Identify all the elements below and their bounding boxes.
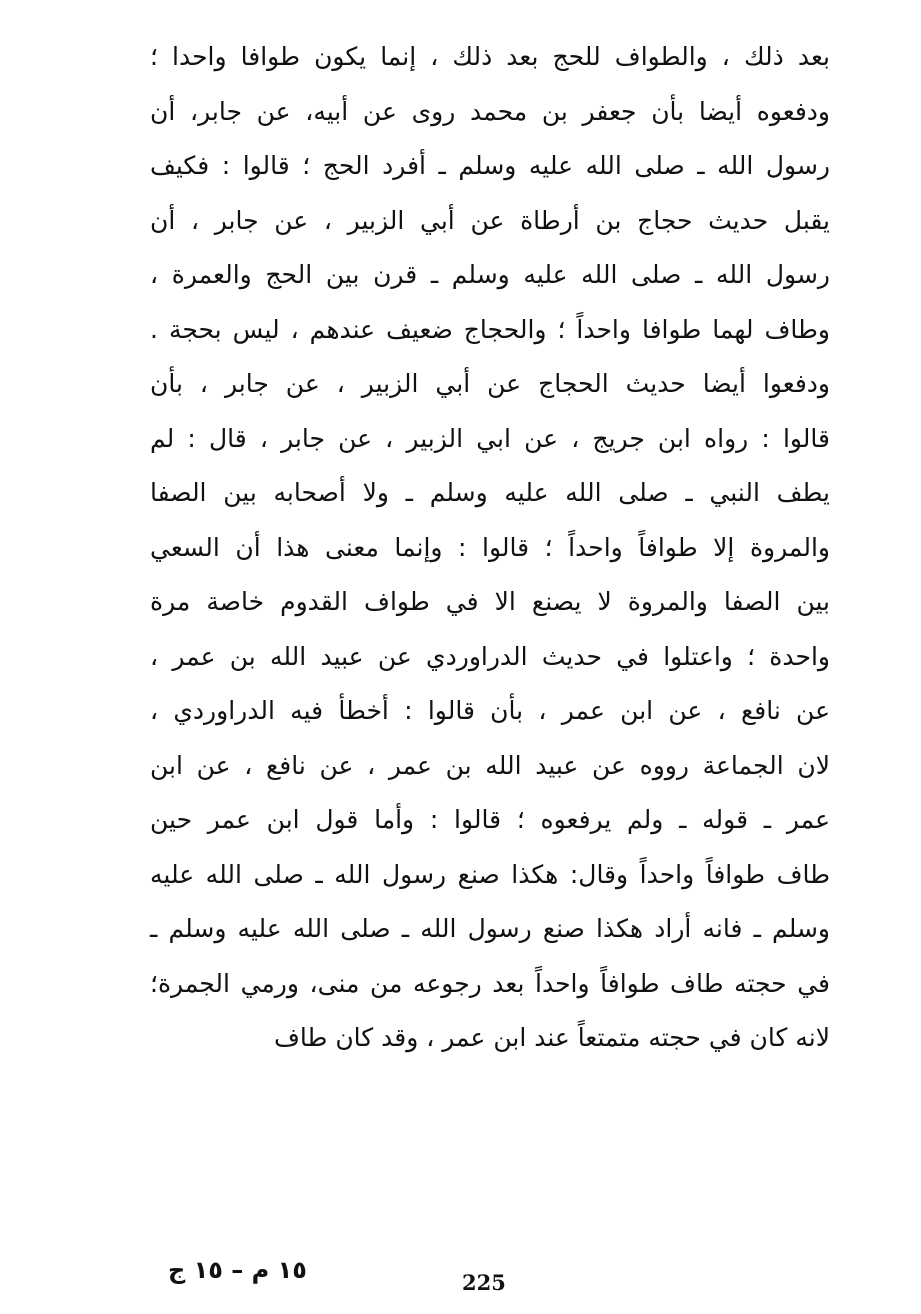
text-line-12: واحدة ؛ واعتلوا في حديث الدراوردي عن عبيد الله بن عمر ، (150, 641, 830, 671)
text-line-16: طاف طوافاً واحداً وقال: هكذا صنع رسول الله ـ صلى الله عليه (150, 859, 830, 889)
text-line-8: قالوا : رواه ابن جريج ، عن ابي الزبير ، عن جابر ، قال : لم (150, 423, 830, 453)
text-line-7: ودفعوا أيضا حديث الحجاج عن أبي الزبير ، عن جابر ، بأن (150, 369, 830, 398)
text-line-3: رسول الله ـ صلى الله عليه وسلم ـ أفرد الحج ؛ قالوا : فكيف (150, 151, 830, 180)
text-line-10: والمروة إلا طوافاً واحداً ؛ قالوا : وإنما معنى هذا أن السعي (150, 532, 830, 562)
text-line-14: لان الجماعة رووه عن عبيد الله بن عمر ، عن نافع ، عن ابن (150, 750, 830, 780)
text-line-19: لانه كان في حجته متمتعاً عند ابن عمر ، وقد كان طاف (273, 1023, 830, 1052)
text-line-4: يقبل حديث حجاج بن أرطاة عن أبي الزبير ، عن جابر ، أن (150, 205, 830, 235)
text-line-18: في حجته طاف طوافاً واحداً بعد رجوعه من منى، ورمي الجمرة؛ (150, 968, 830, 998)
text-line-6: وطاف لهما طوافا واحداً ؛ والحجاج ضعيف عندهم ، ليس بحجة . (150, 314, 830, 344)
body-text (150, 30, 830, 1066)
text-line-5: رسول الله ـ صلى الله عليه وسلم ـ قرن بين الحج والعمرة ، (150, 260, 830, 289)
page-number: 225 (462, 1270, 506, 1295)
text-line-13: عن نافع ، عن ابن عمر ، بأن قالوا : أخطأ فيه الدراوردي ، (150, 696, 830, 725)
text-line-2: ودفعوه أيضا بأن جعفر بن محمد روى عن أبيه، عن جابر، أن (150, 96, 830, 126)
text-line-1: بعد ذلك ، والطواف للحج بعد ذلك ، إنما يكون طوافا واحدا ؛ (150, 42, 830, 71)
text-line-15: عمر ـ قوله ـ ولم يرفعوه ؛ قالوا : وأما قول ابن عمر حين (150, 805, 830, 834)
text-line-17: وسلم ـ فانه أراد هكذا صنع رسول الله ـ صلى الله عليه وسلم ـ (150, 914, 830, 943)
signature-mark: ١٥ م – ١٥ ج (168, 1256, 307, 1284)
text-line-11: بين الصفا والمروة لا يصنع الا في طواف القدوم خاصة مرة (150, 587, 830, 616)
text-line-9: يطف النبي ـ صلى الله عليه وسلم ـ ولا أصحابه بين الصفا (150, 478, 830, 507)
